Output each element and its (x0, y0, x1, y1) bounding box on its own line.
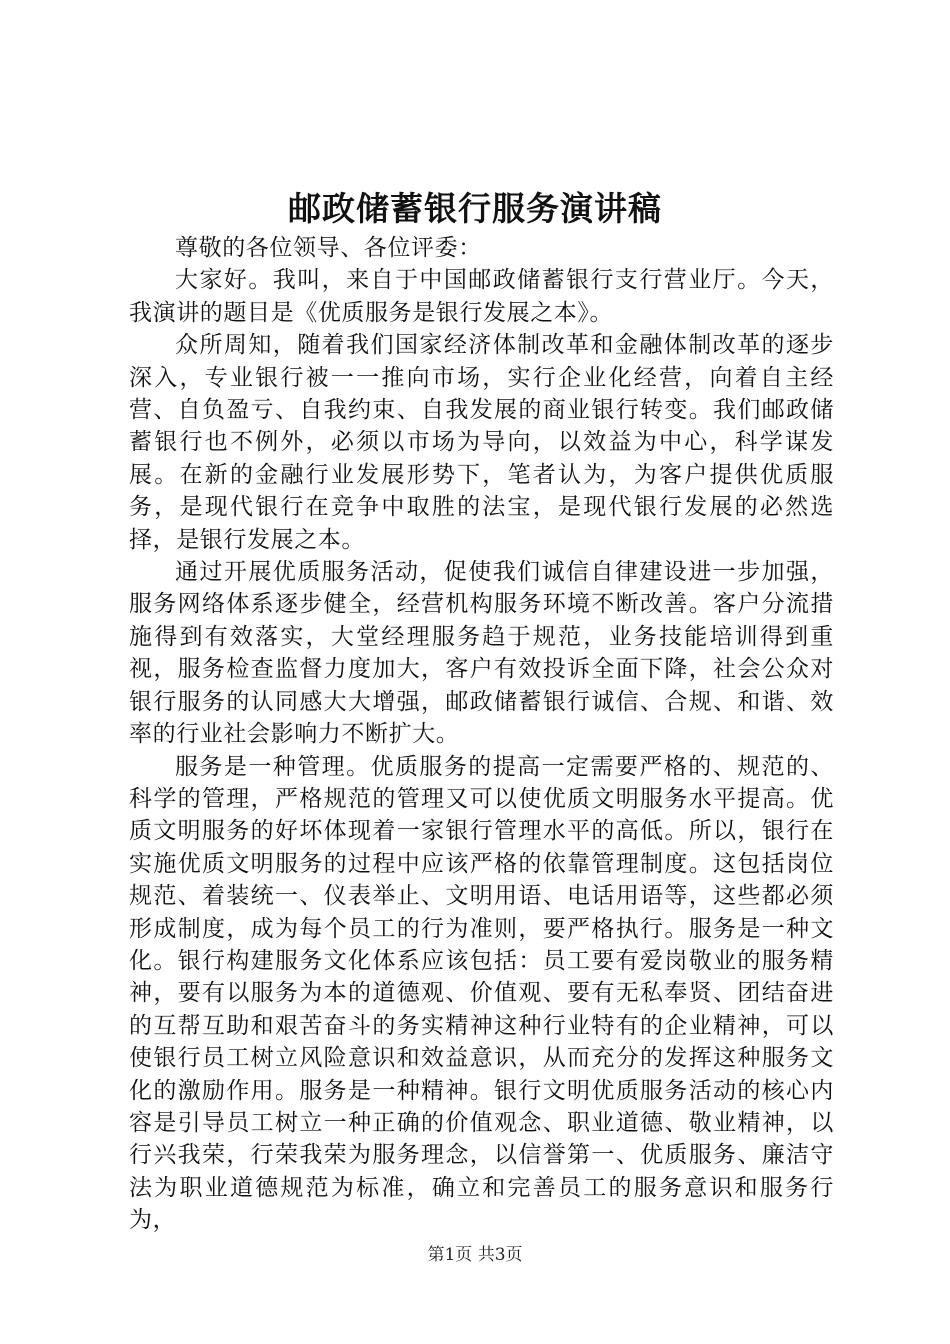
document-body (129, 232, 834, 1237)
body-paragraph: 通过开展优质服务活动，促使我们诚信自律建设进一步加强，服务网络体系逐步健全，经营机构服务环境不断改善。客户分流措施得到有效落实，大堂经理服务趋于规范，业务技能培训得到重视，服务检查监督力度加大，客户有效投诉全面下降，社会公众对银行服务的认同感大大增强，邮政储蓄银行诚信、合规、和谐、效率的行业社会影响力不断扩大。 (129, 559, 834, 748)
document-title: 邮政储蓄银行服务演讲稿 (288, 189, 662, 228)
page-number-footer: 第1页 共3页 (427, 1245, 523, 1265)
body-paragraph: 众所周知，随着我们国家经济体制改革和金融体制改革的逐步深入，专业银行被一一推向市场，实行企业化经营，向着自主经营、自负盈亏、自我约束、自我发展的商业银行转变。我们邮政储蓄银行也不例外，必须以市场为导向，以效益为中心，科学谋发展。在新的金融行业发展形势下，笔者认为，为客户提供优质服务，是现代银行在竞争中取胜的法宝，是现代银行发展的必然选择，是银行发展之本。 (129, 332, 834, 553)
body-paragraph: 服务是一种管理。优质服务的提高一定需要严格的、规范的、科学的管理，严格规范的管理又可以使优质文明服务水平提高。优质文明服务的好坏体现着一家银行管理水平的高低。所以，银行在实施优质文明服务的过程中应该严格的依靠管理制度。这包括岗位规范、着装统一、仪表举止、文明用语、电话用语等，这些都必须形成制度，成为每个员工的行为准则，要严格执行。服务是一种文化。银行构建服务文化体系应该包括：员工要有爱岗敬业的服务精神，要有以服务为本的道德观、价值观、要有无私奉贤、团结奋进的互帮互助和艰苦奋斗的务实精神这种行业特有的企业精神，可以使银行员工树立风险意识和效益意识，从而充分的发挥这种服务文化的激励作用。服务是一种精神。银行文明优质服务活动的核心内容是引导员工树立一种正确的价值观念、职业道德、敬业精神，以行兴我荣，行荣我荣为服务理念，以信誉第一、优质服务、廉洁守法为职业道德规范为标准，确立和完善员工的服务意识和服务行为， (129, 753, 834, 1234)
intro-paragraph: 大家好。我叫，来自于中国邮政储蓄银行支行营业厅。今天，我演讲的题目是《优质服务是银行发展之本》。 (129, 267, 834, 326)
salutation-paragraph: 尊敬的各位领导、各位评委： (175, 235, 482, 261)
